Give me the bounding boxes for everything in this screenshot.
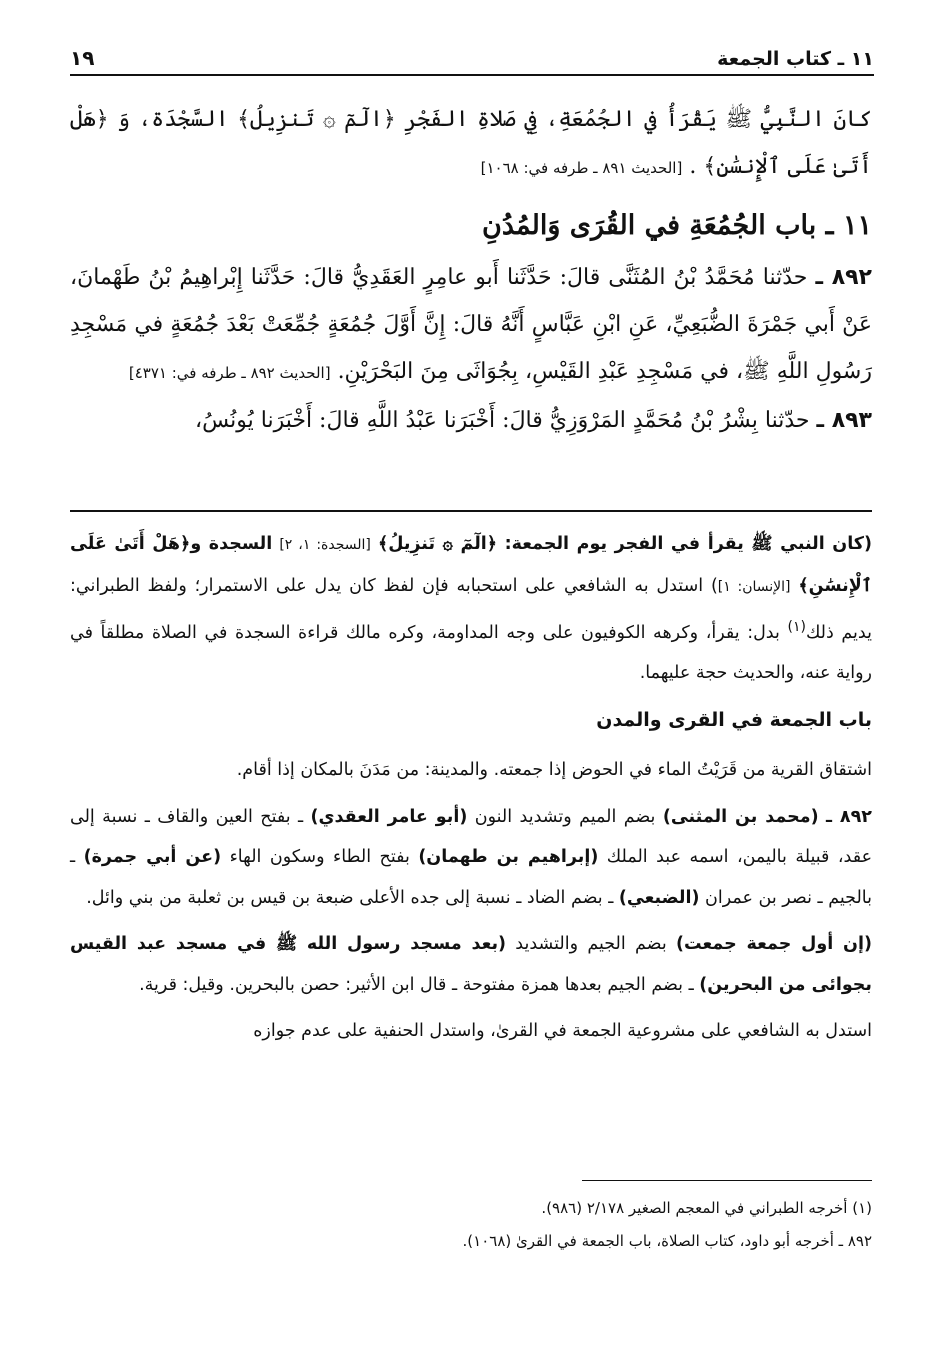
page-header [70, 30, 874, 76]
commentary-text: ـ بضم الجيم بعدها همزة مفتوحة ـ قال ابن الأثير: حصن بالبحرين. وقيل: قرية. [139, 974, 700, 995]
quoted-text: (الضبعي) [618, 887, 700, 908]
commentary-paragraph: اشتقاق القرية من قَرَيْتُ الماء في الحوض إذا جمعته. والمدينة: من مَدَنَ بالمكان إذا أقام. [236, 760, 872, 781]
quoted-text: (إن أول جمعة جمعت) [676, 934, 872, 955]
quran-reference: [السجدة: ١، ٢] [279, 537, 371, 553]
commentary-text: ـ بفتح العين والقاف ـ نسبة إلى عقد، قبيلة باليمن، اسمه عبد الملك [70, 806, 873, 868]
hadith-number: ٨٩٣ ـ [816, 408, 872, 433]
commentary-paragraph: استدل به الشافعي على مشروعية الجمعة في القرىٰ، واستدل الحنفية على عدم جوازه [253, 1021, 872, 1042]
footnote-rule [582, 1180, 872, 1181]
section-divider [70, 510, 872, 512]
hadith-reference: [الحديث ٨٩٢ ـ طرفه في: ٤٣٧١] [128, 364, 331, 382]
footnote: (١) أخرجه الطبراني في المعجم الصغير ٢/١٧٨ (٩٨٦). [541, 1199, 872, 1217]
quoted-text: (إبراهيم بن طهمان) [418, 847, 599, 868]
commentary-paragraph [70, 924, 872, 1005]
hadith-number: ٨٩٢ ـ [815, 265, 872, 290]
quoted-text: (محمد بن المثنى) [662, 806, 819, 827]
commentary-text: بدل: يقرأ، وكرهه الكوفيون على وجه المداومة، وكره مالك قراءة السجدة في الصلاة مطلقاً في رواية عنه، والحديث حجة عليهما. [70, 622, 872, 684]
main-text [70, 96, 872, 444]
commentary-text: بفتح الطاء وسكون الهاء [221, 847, 419, 868]
quran-reference: [الإنسان: ١] [717, 578, 791, 595]
footnotes [70, 1192, 872, 1258]
quoted-text: (كان النبي ﷺ يقرأ في الفجر يوم الجمعة: ﴿الٓمٓ ۞ تَنزِيلُ﴾ [377, 534, 872, 554]
hadith-text: حدّثنا بِشْرُ بْنُ مُحَمَّدٍ المَرْوَزِيُّ قالَ: أَخْبَرَنا عَبْدُ اللَّهِ قالَ: أَخْبَرَنا يُونُسُ، [194, 408, 810, 433]
hadith-893 [70, 397, 872, 444]
commentary-text: بضم الجيم والتشديد [506, 934, 676, 955]
page-number: ١٩ [70, 46, 95, 70]
commentary-subtitle: باب الجمعة في القرى والمدن [596, 708, 872, 731]
hadith-text: حدّثنا مُحَمَّدُ بْنُ المُثَنَّى قالَ: حَدَّثَنا أَبو عامِرٍ العَقَدِيُّ قالَ: حَدَّثَنا إِبْراهِيمُ بْنُ طَهْمانَ، عَنْ أَبي جَمْرَةَ الضُّبَعِيِّ، عَنِ ابْنِ عَبَّاسٍ أَنَّهُ قالَ: إِنَّ أَوَّلَ جُمُعَةٍ جُمِّعَتْ بَعْدَ جُمُعَةٍ في مَسْجِدِ رَسُولِ اللَّهِ ﷺ، في مَسْجِدِ عَبْدِ القَيْسِ، بِجُوَاثَى مِنَ البَحْرَيْنِ. [70, 265, 872, 384]
hadith-892 [70, 254, 872, 397]
commentary-paragraph [70, 797, 872, 919]
footnote: ٨٩٢ ـ أخرجه أبو داود، كتاب الصلاة، باب الجمعة في القرىٰ (١٠٦٨). [462, 1232, 872, 1250]
commentary-paragraph [70, 524, 872, 694]
chapter-title: ١١ ـ كتاب الجمعة [717, 48, 874, 70]
footnote-marker: (١) [787, 619, 806, 635]
commentary-text: ) استدل به الشافعي على استحبابه فإن لفظ كان يدل على الاستمرار؛ ولفظ الطبراني: يديم ذلك [70, 575, 872, 643]
commentary [70, 524, 872, 1058]
hadith-number: ٨٩٢ ـ [826, 806, 872, 827]
commentary-text: ـ بالجيم ـ نصر بن عمران [70, 847, 872, 908]
quoted-text: (بعد مسجد رسول الله ﷺ في مسجد عبد القيس بجوائى من البحرين) [70, 934, 872, 995]
commentary-text: بضم الميم وتشديد النون [467, 806, 663, 827]
quoted-text: (عن أبي جمرة) [83, 847, 222, 868]
bab-title: ١١ ـ باب الجُمُعَةِ في القُرَى وَالمُدُنِ [482, 210, 872, 241]
commentary-text: ـ بضم الضاد ـ نسبة إلى جده الأعلى ضبعة بن قيس بن ثعلبة من بني وائل. [86, 887, 619, 908]
intro-paragraph [70, 96, 872, 192]
quoted-text: السجدة و﴿هَلْ أَتَىٰ عَلَى ٱلْإِنسَٰنِ﴾ [70, 534, 873, 596]
intro-reference: [الحديث ٨٩١ ـ طرفه في: ١٠٦٨] [480, 159, 683, 177]
intro-text: كانَ النَّبِيُّ ﷺ يَقْرَأُ في الجُمُعَةِ، فِي صَلاةِ الفَجْرِ ﴿الٓمٓ ۞ تَنزِيلُ﴾ السَّجْدَة، وَ ﴿هَلْ أَتَىٰ عَلَى ٱلْإِنسَٰنِ﴾ . [70, 107, 872, 179]
quoted-text: (أبو عامر العقدي) [310, 806, 468, 827]
